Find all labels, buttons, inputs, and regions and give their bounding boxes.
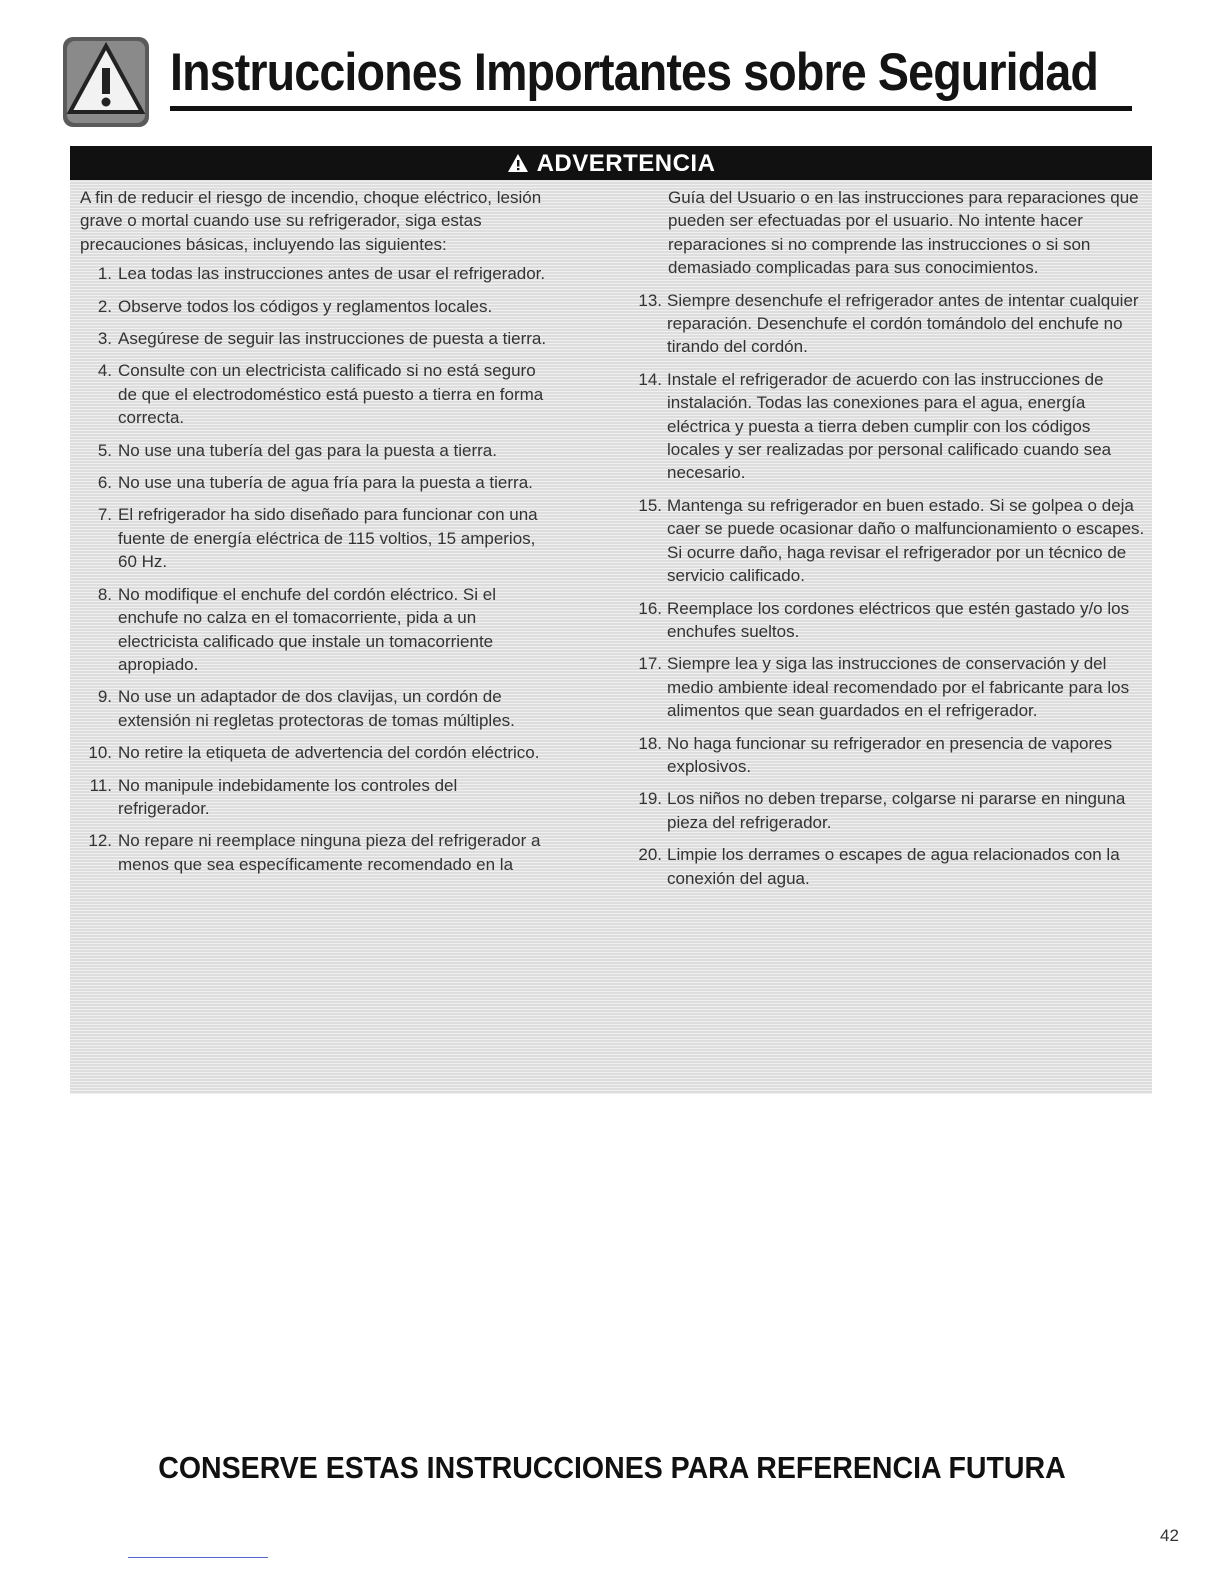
- warning-list-item: [80, 295, 550, 318]
- item-number: 12.: [88, 831, 112, 851]
- warning-list-item: [80, 471, 550, 494]
- warning-item-12-continuation: Guía del Usuario o en las instrucciones para reparaciones que pueden ser efectuadas por el usuario. No intente hacer reparaciones si no comprende las instrucciones o si son demasiado complicadas para sus conocimientos.: [668, 188, 1139, 278]
- item-number: 11.: [89, 775, 112, 795]
- item-text: Limpie los derrames o escapes de agua relacionados con la conexión del agua.: [667, 845, 1120, 888]
- item-text: Instale el refrigerador de acuerdo con las instrucciones de instalación. Todas las conexiones para el agua, energía eléctrica y puesta a tierra deben cumplir con los códigos locales y ser realizadas por personal calificado cuando sea necesario.: [667, 369, 1112, 483]
- item-text: Observe todos los códigos y reglamentos locales.: [118, 296, 493, 316]
- item-number: 14.: [638, 369, 662, 389]
- warning-list-item: [80, 359, 550, 429]
- warning-list-item: [80, 685, 550, 732]
- warning-list-item: [80, 829, 550, 876]
- warning-column-right: [630, 186, 1145, 899]
- item-text: Siempre lea y siga las instrucciones de conservación y del medio ambiente ideal recomendado por el fabricante para los alimentos que sean guardados en el refrigerador.: [667, 654, 1130, 721]
- warning-list-item: [80, 503, 550, 573]
- item-text: Los niños no deben treparse, colgarse ni pararse en ninguna pieza del refrigerador.: [667, 789, 1126, 832]
- item-text: Consulte con un electricista calificado si no está seguro de que el electrodoméstico está puesto a tierra en forma correcta.: [118, 361, 544, 428]
- item-text: No use una tubería del gas para la puesta a tierra.: [118, 440, 497, 460]
- item-number: 8.: [97, 584, 112, 604]
- warning-list-item: [630, 289, 1145, 359]
- page-number: 42: [1160, 1526, 1179, 1545]
- item-text: Mantenga su refrigerador en buen estado. Si se golpea o deja caer se puede ocasionar daño o malfuncionamiento o escapes. Si ocurre daño, haga revisar el refrigerador por un técnico de servicio calificado.: [667, 495, 1145, 586]
- item-number: 7.: [97, 505, 112, 525]
- warning-list-item: [630, 787, 1145, 834]
- warning-list-item: [80, 327, 550, 350]
- item-number: 1.: [97, 264, 112, 284]
- item-number: 10.: [88, 743, 112, 763]
- item-text: Lea todas las instrucciones antes de usar el refrigerador.: [118, 264, 546, 284]
- warning-list-item: [80, 741, 550, 764]
- footer-notice: CONSERVE ESTAS INSTRUCCIONES PARA REFERENCIA FUTURA: [158, 1450, 1066, 1485]
- warning-list-right: [630, 289, 1145, 890]
- warning-list-left: [80, 262, 550, 876]
- item-number: 2.: [97, 296, 112, 316]
- warning-list-item: [80, 583, 550, 677]
- item-text: Siempre desenchufe el refrigerador antes de intentar cualquier reparación. Desenchufe el cordón tomándolo del enchufe no tirando del cordón.: [667, 290, 1139, 357]
- title-rule: [170, 106, 1132, 111]
- item-number: 13.: [638, 290, 662, 310]
- bottom-rule: [128, 1557, 268, 1558]
- item-text: No repare ni reemplace ninguna pieza del refrigerador a menos que sea específicamente recomendado en la: [118, 831, 541, 874]
- warning-panel: [70, 146, 1152, 1094]
- warning-list-item: [630, 843, 1145, 890]
- warning-heading: ADVERTENCIA: [536, 150, 716, 177]
- warning-list-item: [80, 774, 550, 821]
- item-text: Asegúrese de seguir las instrucciones de puesta a tierra.: [118, 329, 547, 349]
- warning-list-item: [80, 262, 550, 285]
- item-number: 3.: [97, 329, 112, 349]
- item-text: No use un adaptador de dos clavijas, un cordón de extensión ni regletas protectoras de tomas múltiples.: [118, 687, 515, 730]
- item-number: 4.: [97, 361, 112, 381]
- item-number: 16.: [638, 598, 662, 618]
- warning-intro: A fin de reducir el riesgo de incendio, choque eléctrico, lesión grave o mortal cuando use su refrigerador, siga estas precauciones básicas, incluyendo las siguientes:: [80, 188, 542, 254]
- item-number: 19.: [638, 789, 662, 809]
- warning-list-item: [80, 439, 550, 462]
- item-text: No retire la etiqueta de advertencia del cordón eléctrico.: [118, 743, 540, 763]
- warning-list-item: [630, 494, 1145, 588]
- warning-heading-bar: [70, 146, 1152, 180]
- warning-list-item: [630, 368, 1145, 485]
- item-number: 6.: [97, 473, 112, 493]
- item-number: 20.: [638, 845, 662, 865]
- item-number: 15.: [638, 495, 662, 515]
- item-text: No use una tubería de agua fría para la puesta a tierra.: [118, 473, 533, 493]
- warning-column-left: [80, 186, 550, 885]
- item-text: No manipule indebidamente los controles del refrigerador.: [118, 775, 458, 818]
- page-header: [62, 28, 1132, 128]
- safety-alert-icon: [62, 36, 150, 128]
- item-text: El refrigerador ha sido diseñado para funcionar con una fuente de energía eléctrica de 115 voltios, 15 amperios, 60 Hz.: [118, 505, 538, 572]
- warning-triangle-icon: [507, 148, 529, 184]
- item-number: 17.: [638, 654, 662, 674]
- warning-list-item: [630, 652, 1145, 722]
- item-text: No haga funcionar su refrigerador en presencia de vapores explosivos.: [667, 733, 1113, 776]
- item-text: No modifique el enchufe del cordón eléctrico. Si el enchufe no calza en el tomacorriente, pida a un electricista calificado que instale un tomacorriente apropiado.: [118, 584, 496, 674]
- page-title: Instrucciones Importantes sobre Seguridad: [170, 43, 1099, 102]
- item-number: 18.: [638, 733, 662, 753]
- item-number: 5.: [97, 440, 112, 460]
- warning-list-item: [630, 597, 1145, 644]
- item-number: 9.: [97, 687, 112, 707]
- warning-list-item: [630, 732, 1145, 779]
- item-text: Reemplace los cordones eléctricos que estén gastado y/o los enchufes sueltos.: [667, 598, 1130, 641]
